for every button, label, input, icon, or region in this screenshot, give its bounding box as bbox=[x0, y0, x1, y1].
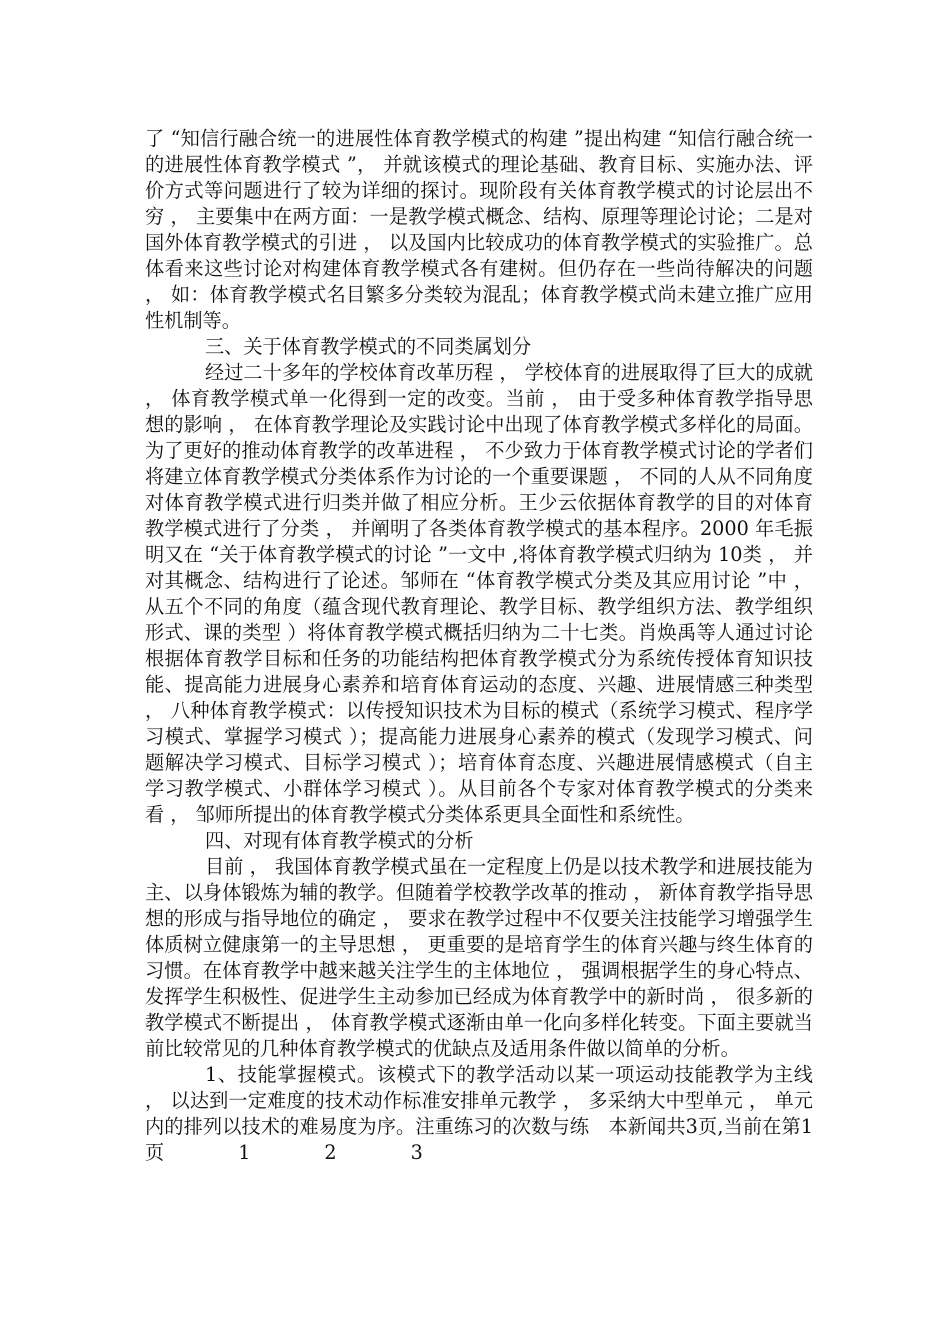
page-link-2[interactable]: 2 bbox=[324, 1141, 337, 1164]
body-paragraph-4-with-pagination bbox=[145, 1062, 813, 1166]
page-link-3[interactable]: 3 bbox=[410, 1141, 423, 1164]
body-paragraph-1: 了 “知信行融合统一的进展性体育教学模式的构建 ”提出构建 “知信行融合统一的进展性体育教学模式 ”， 并就该模式的理论基础、教育目标、实施办法、评价方式等问题进行了较为详细的探讨。现阶段有关体育教学模式的讨论层出不穷 ， 主要集中在两方面：一是教学模式概念、结构、原理等理论讨论；二是对国外体育教学模式的引进 ， 以及国内比较成功的体育教学模式的实验推广。总体看来这些讨论对构建体育教学模式各有建树。但仍存在一些尚待解决的问题 ， 如：体育教学模式名目繁多分类较为混乱；体育教学模式尚未建立推广应用性机制等。 bbox=[145, 127, 813, 332]
body-paragraph-2: 经过二十多年的学校体育改革历程 ， 学校体育的进展取得了巨大的成就 ， 体育教学模式单一化得到一定的改变。当前 ， 由于受多种体育教学指导思想的影响 ， 在体育教学理论及实践讨论中出现了体育教学模式多样化的局面。为了更好的推动体育教学的改革进程 ， 不少致力于体育教学模式讨论的学者们将建立体育教学模式分类体系作为讨论的一个重要课题 ， 不同的人从不同角度对体育教学模式进行归类并做了相应分析。王少云依据体育教学的目的对体育教学模式进行了分类 ， 并阐明了各类体育教学模式的基本程序。2000 年毛振明又在 “关于体育教学模式的讨论 ”一文中 ,将体育教学模式归纳为 10类 ， 并对其概念、结构进行了论述。邹师在 “体育教学模式分类及其应用讨论 ”中 ， 从五个不同的角度（蕴含现代教育理论、教学目标、教学组织方法、教学组织形式、课的类型 ）将体育教学模式概括归纳为二十七类。肖焕禹等人通过讨论根据体育教学目标和任务的功能结构把体育教学模式分为系统传授体育知识技能、提高能力进展身心素养和培育体育运动的态度、兴趣、进展情感三种类型 ， 八种体育教学模式：以传授知识技术为目标的模式（系统学习模式、程序学习模式、掌握学习模式 ）；提高能力进展身心素养的模式（发现学习模式、问题解决学习模式、目标学习模式 ）；培育体育态度、兴趣进展情感模式（自主学习教学模式、小群体学习模式 ）。从目前各个专家对体育教学模式的分类来看 ， 邹师所提出的体育教学模式分类体系更具全面性和系统性。 bbox=[145, 361, 813, 826]
section-heading-4: 四、对现有体育教学模式的分析 bbox=[205, 829, 474, 852]
page-link-1[interactable]: 1 bbox=[238, 1141, 251, 1164]
section-heading-3: 三、关于体育教学模式的不同类属划分 bbox=[205, 335, 532, 358]
body-paragraph-4-text: 1、技能掌握模式。该模式下的教学活动以某一项运动技能教学为主线 ， 以达到一定难度的技术动作标准安排单元教学 ， 多采纳大中型单元 ， 单元内的排列以技术的难易度为序。注重练习的次数与练 本新闻共3页,当前在第1页 bbox=[145, 1063, 813, 1164]
document-page bbox=[145, 126, 813, 1166]
body-paragraph-3: 目前 ， 我国体育教学模式虽在一定程度上仍是以技术教学和进展技能为主、以身体锻炼为辅的教学。但随着学校教学改革的推动 ， 新体育教学指导思想的形成与指导地位的确定 ， 要求在教学过程中不仅要关注技能学习增强学生体质树立健康第一的主导思想 ， 更重要的是培育学生的体育兴趣与终生体育的习惯。在体育教学中越来越关注学生的主体地位 ， 强调根据学生的身心特点、发挥学生积极性、促进学生主动参加已经成为体育教学中的新时尚 ， 很多新的教学模式不断提出 ， 体育教学模式逐渐由单一化向多样化转变。下面主要就当前比较常见的几种体育教学模式的优缺点及适用条件做以简单的分析。 bbox=[145, 855, 813, 1060]
